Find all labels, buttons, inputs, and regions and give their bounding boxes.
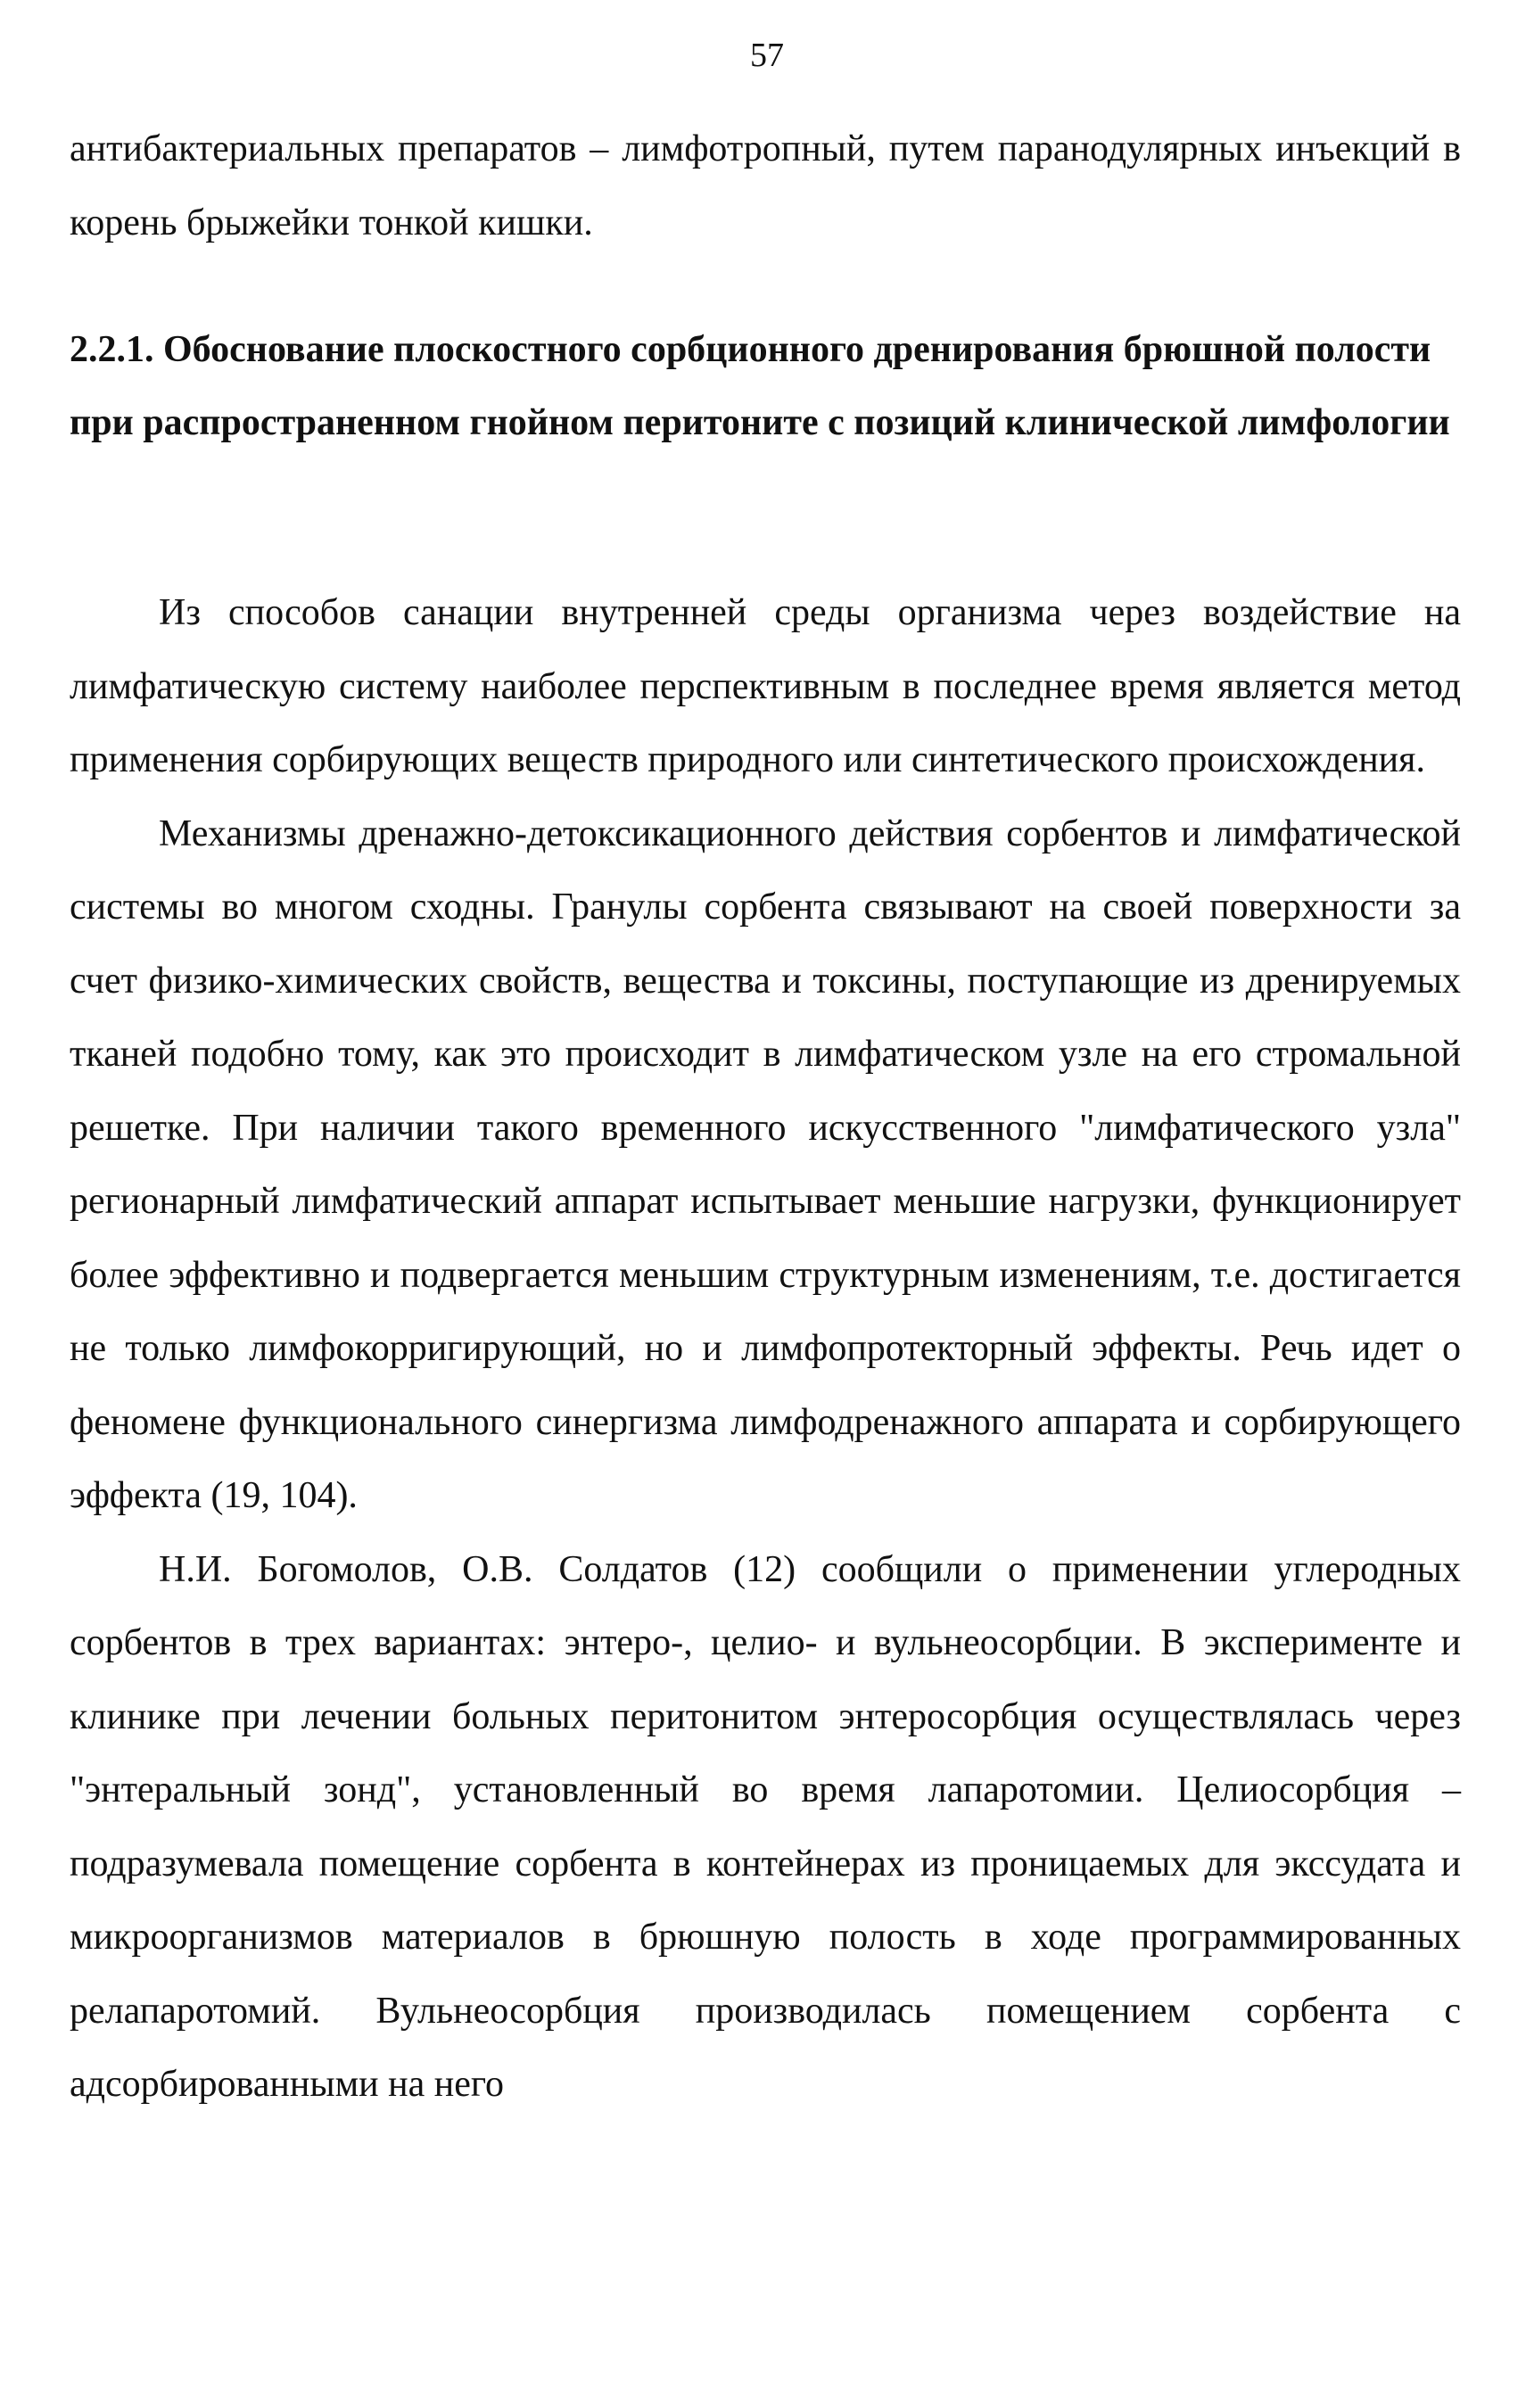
paragraph-mechanisms: Механизмы дренажно-детоксикационного действия сорбентов и лимфатической системы во многом сходны. Гранулы сорбента связывают на своей поверхности за счет физико-химических свойств, вещества и токсины, поступающие из дренируемых тканей подобно тому, как это происходит в лимфатическом узле на его стромальной решетке. При наличии такого временного искусственного "лимфатического узла" регионарный лимфатический аппарат испытывает меньшие нагрузки, функционирует более эффективно и подвергается меньшим структурным изменениям, т.е. достигается не только лимфокорригирующий, но и лимфопротекторный эффекты. Речь идет о феномене функционального синергизма лимфодренажного аппарата и сорбирующего эффекта (19, 104).	[70, 812, 1461, 1516]
intro-text	[70, 112, 1461, 260]
page-number: 57	[750, 37, 784, 74]
paragraph-sorbents-intro: Из способов санации внутренней среды организма через воздействие на лимфатическую систему наиболее перспективным в последнее время является метод применения сорбирующих веществ природного или синтетического происхождения.	[70, 592, 1461, 780]
body-text	[70, 576, 1461, 2122]
paragraph-bogomolov: Н.И. Богомолов, О.В. Солдатов (12) сообщили о применении углеродных сорбентов в трех вариантах: энтеро-, целио- и вульнеосорбции. В эксперименте и клинике при лечении больных перитонитом энтеросорбция осуществлялась через "энтеральный зонд", установленный во время лапаротомии. Целиосорбция – подразумевала помещение сорбента в контейнерах из проницаемых для экссудата и микроорганизмов материалов в брюшную полость в ходе программированных релапаротомий. Вульнеосорбция производилась помещением сорбента с адсорбированными на него	[70, 1548, 1461, 2105]
section-heading: 2.2.1. Обоснование плоскостного сорбционного дренирования брюшной полости при распространенном гнойном перитоните с позиций клинической лимфологии	[70, 329, 1450, 443]
intro-paragraph: антибактериальных препаратов – лимфотропный, путем паранодулярных инъекций в корень брыжейки тонкой кишки.	[70, 128, 1461, 243]
